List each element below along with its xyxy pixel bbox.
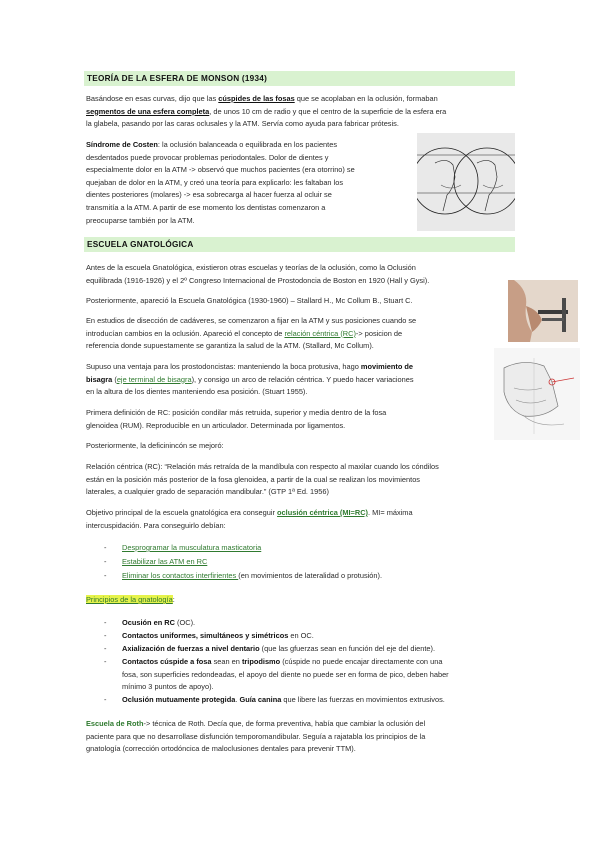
text: . bbox=[235, 695, 240, 704]
list-item bbox=[122, 542, 261, 555]
text: desdentados puede provocar problemas periodontales. Dolor de dientes y bbox=[86, 152, 329, 162]
emphasis: bisagra bbox=[86, 374, 113, 384]
text: referencia donde supuestamente se garantiza la salud de la ATM. (Stallard, Mc Collum). bbox=[86, 341, 374, 351]
text: : la oclusión balanceada o equilibrada en los pacientes bbox=[157, 140, 338, 149]
gnato-paragraph-6: Posteriormente, la deficinincón se mejoró: bbox=[86, 441, 224, 450]
gnato-paragraph-2: Posteriormente, apareció la Escuela Gnatológica (1930-1960) – Stallard H., Mc Collum B., Stuart C. bbox=[86, 296, 413, 305]
text: quejaban de dolor en la ATM, y creó una teoría para explicarlo: les faltaban los bbox=[86, 177, 344, 187]
text: Supuso una ventaja para los prostodoncistas: manteniendo la boca protusiva, hago bbox=[86, 362, 361, 371]
facebow-photo-drawing bbox=[508, 280, 578, 342]
link-oclusion-centrica[interactable]: oclusión céntrica (MI=RC) bbox=[277, 508, 369, 517]
text: . MI= máxima bbox=[368, 508, 413, 517]
text: intercuspidación. Para conseguirlo debían: bbox=[86, 520, 226, 530]
text: que libere las fuerzas en movimientos extrusivos. bbox=[281, 695, 445, 704]
list-item bbox=[122, 556, 207, 569]
text: (que las gfuerzas sean en función del eje del diente). bbox=[259, 644, 436, 653]
text: fosa, son superficies redondeadas, el apoyo del diente no puede ser en forma de pico, deben haber bbox=[122, 669, 449, 679]
list-item bbox=[122, 570, 382, 583]
emphasis: Contactos uniformes, simultáneos y simétricos bbox=[122, 631, 289, 640]
list-item bbox=[122, 643, 435, 656]
text: Primera definición de RC: posición condilar más retruida, superior y media dentro de la fosa bbox=[86, 408, 387, 417]
text: mínimo 3 puntos de apoyo). bbox=[122, 682, 214, 692]
gnato-paragraph-3 bbox=[86, 315, 416, 353]
gnato-paragraph-1 bbox=[86, 262, 429, 287]
monson-paragraph bbox=[86, 93, 446, 131]
text: Relación céntrica (RC): “Relación más retraída de la mandíbula con respecto al maxilar cuando los cóndilos bbox=[86, 462, 439, 471]
gnato-paragraph-4 bbox=[86, 361, 414, 399]
text: sean en bbox=[211, 657, 242, 666]
list-item bbox=[122, 630, 314, 643]
text: gnatología (corrección ortodóncica de maloclusiones dentales para prevenir TTM). bbox=[86, 744, 356, 754]
emphasis: Oclusión mutuamente protegida bbox=[122, 695, 236, 704]
facebow-photo bbox=[508, 280, 578, 342]
emphasis-cuspides: cúspides de las fosas bbox=[218, 94, 295, 103]
emphasis: movimiento de bbox=[360, 362, 414, 371]
text: en la altura de los dientes manteniendo esa posición. (Stuart 1955). bbox=[86, 387, 308, 397]
list-bullet: - bbox=[104, 695, 107, 704]
costen-label: Síndrome de Costen bbox=[86, 140, 158, 149]
list-item bbox=[122, 694, 445, 707]
list-bullet: - bbox=[104, 571, 107, 580]
emphasis: Guía canina bbox=[239, 695, 282, 704]
emphasis: Ocusión en RC bbox=[122, 618, 175, 627]
emphasis: Contactos cúspide a fosa bbox=[122, 657, 212, 666]
text: dientes posteriores (molares) -> esa sobrecarga al hacer fuerza al ocluir se bbox=[86, 190, 332, 200]
text: en OC. bbox=[288, 631, 314, 640]
section-title-gnatologica: ESCUELA GNATOLÓGICA bbox=[84, 237, 515, 252]
text: especialmente dolor en la ATM -> observó que muchos pacientes (era otorrino) se bbox=[86, 165, 355, 175]
text: Objetivo principal de la escuela gnatológica era conseguir bbox=[86, 508, 278, 517]
text: equilibrada (1916-1926) y el 2º Congreso Internacional de Prostodoncia de Boston en 1920 (Hall y Gysi). bbox=[86, 275, 430, 285]
emphasis: tripodismo bbox=[241, 657, 281, 666]
link-desprogramar[interactable]: Desprogramar la musculatura masticatoria bbox=[122, 543, 262, 552]
text: (en movimientos de lateralidad o protusión). bbox=[238, 571, 383, 580]
emphasis-segmentos: segmentos de una esfera completa bbox=[86, 106, 210, 116]
hinge-axis-drawing bbox=[494, 348, 580, 440]
text: , de unos 10 cm de radio y que el centro de la superficie de la esfera era bbox=[209, 106, 447, 116]
emphasis: Axialización de fuerzas a nivel dentario bbox=[122, 644, 260, 653]
text: que se acoplaban en la oclusión, formaban bbox=[294, 94, 438, 103]
gnato-paragraph-7 bbox=[86, 461, 439, 499]
principles-title[interactable]: Principios de la gnatología bbox=[86, 595, 173, 604]
list-bullet: - bbox=[104, 618, 107, 627]
text: preocuparse también por la ATM. bbox=[86, 215, 195, 225]
text: Basándose en esas curvas, dijo que las bbox=[86, 94, 219, 103]
link-relacion-centrica[interactable]: relación céntrica (RC) bbox=[284, 328, 356, 338]
list-item bbox=[122, 617, 195, 630]
text: ( bbox=[112, 374, 117, 384]
text: Antes de la escuela Gnatológica, existieron otras escuelas y teorías de la oclusión, como la Oclusión bbox=[86, 263, 416, 272]
text: están en la posición más posterior de la fosa glenoidea, a partir de la cual se realizan los movimientos bbox=[86, 474, 420, 484]
gnato-paragraph-5 bbox=[86, 407, 386, 432]
list-bullet: - bbox=[104, 543, 107, 552]
text: : bbox=[172, 595, 175, 604]
link-eje-terminal[interactable]: eje terminal de bisagra bbox=[116, 374, 192, 384]
text: (cúspide no puede encajar directamente con una bbox=[280, 657, 443, 666]
text: transmitía a la ATM. A partir de ese momento los dentistas comenzaron a bbox=[86, 202, 326, 212]
text: glenoidea (RUM). Reproducible en un articulador. Determinada por ligamentos. bbox=[86, 420, 346, 430]
text: la glabela, pasando por las caras oclusales y la ATM. Servía como ayuda para fabricar prótesis. bbox=[86, 119, 399, 129]
list-bullet: - bbox=[104, 644, 107, 653]
list-bullet: - bbox=[104, 557, 107, 566]
list-bullet: - bbox=[104, 657, 107, 666]
text: ), y consigo un arco de relación céntrica. Y puedo hacer variaciones bbox=[191, 374, 414, 384]
gnato-paragraph-8 bbox=[86, 507, 413, 532]
link-estabilizar[interactable]: Estabilizar las ATM en RC bbox=[122, 557, 208, 566]
link-escuela-roth[interactable]: Escuela de Roth bbox=[86, 719, 144, 728]
text: En estudios de disección de cadáveres, se comenzaron a fijar en la ATM y sus posiciones cuando se bbox=[86, 316, 417, 325]
section-title-monson: TEORÍA DE LA ESFERA DE MONSON (1934) bbox=[84, 71, 515, 86]
link-eliminar[interactable]: Eliminar los contactos interfirientes bbox=[122, 571, 239, 580]
hinge-axis-diagram bbox=[494, 348, 580, 440]
text: -> técnica de Roth. Decía que, de forma preventiva, había que cambiar la oclusión del bbox=[143, 719, 426, 728]
monson-sphere-image bbox=[417, 133, 515, 231]
list-bullet: - bbox=[104, 631, 107, 640]
roth-paragraph bbox=[86, 718, 425, 756]
costen-paragraph bbox=[86, 139, 416, 227]
text: (OC). bbox=[174, 618, 196, 627]
text: laterales, a cualquier grado de separación mandibular.” (GTP 1ª Ed. 1956) bbox=[86, 487, 329, 497]
principles-heading bbox=[86, 594, 175, 607]
text: -> posicion de bbox=[355, 328, 403, 338]
text: paciente para que no desarrollase disfunción temporomandibular. Seguía a rajatabla los principios de la bbox=[86, 731, 426, 741]
list-item bbox=[122, 656, 449, 694]
text: introducían cambios en la oclusión. Apareció el concepto de bbox=[86, 328, 285, 338]
monson-sphere-drawing bbox=[417, 133, 515, 231]
